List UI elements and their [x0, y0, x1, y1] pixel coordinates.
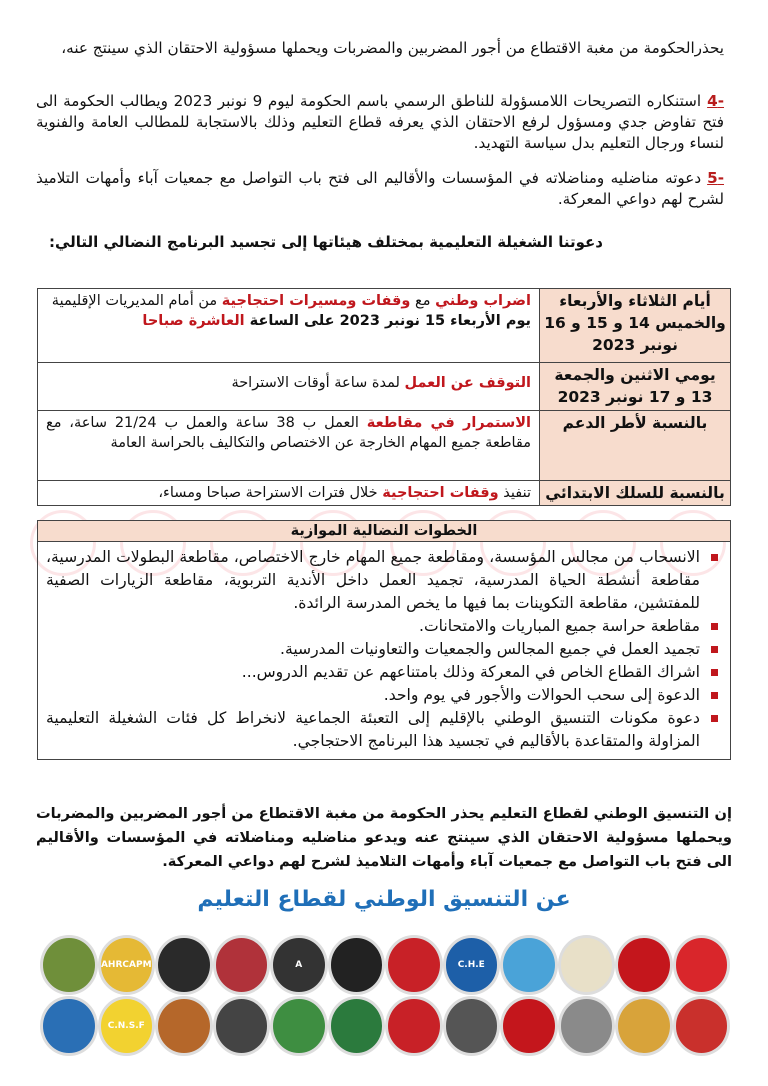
list-item-text: مقاطعة حراسة جميع المباريات والامتحانات.	[419, 617, 700, 635]
square-bullet-icon	[711, 646, 718, 653]
list-item-text: الدعوة إلى سحب الحوالات والأجور في يوم واحد.	[383, 686, 700, 704]
map-logo-icon	[155, 935, 213, 995]
text: العمل ب 38 ساعة والعمل ب 21/24 ساعة، مع مقاطعة جميع المهام الخارجة عن الاختصاص والتكاليف بالحراسة العامة	[46, 415, 531, 451]
text: مع	[410, 293, 436, 309]
union-logo-icon	[328, 996, 386, 1056]
paragraph-number: -4	[707, 92, 724, 110]
closing-statement: إن التنسيق الوطني لقطاع التعليم يحذر الحكومة من مغبة الاقتطاع من أجور المضربين والمضربات ويحملها مسؤولية الاحتقان الذي سينتج عنه ويدعو مناضليه ومناضلاته في المؤسسات والأقاليم الى فتح باب التواصل مع جمعيات آباء وأمهات التلاميذ لشرح لهم دواعي المعركة.	[36, 805, 732, 870]
union-logo-icon	[40, 996, 98, 1056]
paragraph-text: دعوته مناضليه ومناضلاته في المؤسسات والأقاليم الى فتح باب التواصل مع جمعيات آباء وأمهات التلاميذ لشرح لهم دواعي المعركة.	[36, 169, 724, 208]
list-item-text: تجميد العمل في جميع المجالس والجمعيات والتعاونيات المدرسية.	[280, 640, 700, 658]
hands-logo-icon	[155, 996, 213, 1056]
bold-text: يوم الأربعاء 15 نونبر 2023 على الساعة	[244, 313, 531, 329]
text: خلال فترات الاستراحة صباحا ومساء،	[158, 485, 383, 501]
paragraph-number: -5	[707, 169, 724, 187]
network-logo-icon	[213, 996, 271, 1056]
square-bullet-icon	[711, 669, 718, 676]
paragraph-text: استنكاره التصريحات اللامسؤولة للناطق الرسمي باسم الحكومة ليوم 9 نونبر 2023 ويطالب الحكومة الى فتح تفاوض جدي ومسؤول لرفع الاحتقان الذي يعرفه قطاع التعليم وذلك بالاستجابة للمطالب العامة والفنوية لنساء ورجال التعليم بدل سياسة التهديد.	[36, 92, 724, 152]
list-item	[46, 546, 720, 615]
list-item-text: اشراك القطاع الخاص في المعركة وذلك بامتناعهم عن تقديم الدروس...	[241, 663, 700, 681]
row-label: أيام الثلاثاء والأربعاء والخميس 14 و 15 و 16 نونبر 2023	[540, 289, 731, 363]
hands-logo-icon	[213, 935, 271, 995]
parallel-steps-box	[37, 520, 731, 760]
union-logo-icon	[673, 996, 731, 1056]
program-intro: دعوتنا الشغيلة التعليمية بمختلف هيئاتها إلى تجسيد البرنامج النضالي التالي:	[48, 233, 603, 251]
cnsf-logo-icon: C.N.S.F	[98, 996, 156, 1056]
table-row	[38, 481, 731, 506]
square-bullet-icon	[711, 692, 718, 699]
list-item	[46, 707, 720, 753]
highlight-text: التوقف عن العمل	[404, 375, 531, 391]
list-item	[46, 638, 720, 661]
fist-logo-icon	[328, 935, 386, 995]
list-item-text: الانسحاب من مجالس المؤسسة، ومقاطعة جميع المهام خارج الاختصاص، مقاطعة البطولات المدرسية، مقاطعة أنشطة الحياة المدرسية، تجميد العمل داخل الأندية التربوية، مقاطعة الزيارات الصفية للمفتشين، مقاطعة التكوينات بما فيها ما يخص المدرسة الرائدة.	[46, 548, 700, 612]
highlight-text: اضراب وطني	[435, 293, 531, 309]
square-bullet-icon	[711, 554, 718, 561]
fist-logo-icon	[673, 935, 731, 995]
handshake-logo-icon	[558, 935, 616, 995]
union-logo-icon	[558, 996, 616, 1056]
fist-logo-icon	[615, 935, 673, 995]
row-description	[38, 289, 540, 363]
highlight-text: العاشرة صباحا	[142, 313, 245, 329]
parallel-steps-list	[38, 542, 730, 759]
union-logo-icon	[615, 996, 673, 1056]
che-logo-icon: C.H.E	[443, 935, 501, 995]
fist-logo-icon	[500, 996, 558, 1056]
row-label: بالنسبة لأطر الدعم	[540, 411, 731, 481]
group-logo-icon	[40, 935, 98, 995]
row-label: يومي الاثنين والجمعة 13 و 17 نونبر 2023	[540, 363, 731, 411]
parallel-steps-title: الخطوات النضالية الموازية	[38, 521, 730, 542]
text: لمدة ساعة أوقات الاستراحة	[231, 375, 405, 391]
table-row	[38, 289, 731, 363]
table-row	[38, 411, 731, 481]
network-logo-icon	[500, 935, 558, 995]
union-logo-icon	[270, 996, 328, 1056]
highlight-text: الاستمرار في مقاطعة	[366, 415, 531, 431]
row-label: بالنسبة للسلك الابتدائي	[540, 481, 731, 506]
logos-row-2	[40, 996, 730, 1056]
people-logo-icon	[385, 996, 443, 1056]
ahrcapm-logo-icon: AHRCAPM	[98, 935, 156, 995]
row-description	[38, 363, 540, 411]
paragraph-text: يحذرالحكومة من مغبة الاقتطاع من أجور المضربين والمضربات ويحملها مسؤولية الاحتقان الذي سينتج عنه،	[61, 39, 724, 57]
text: من أمام المديريات الإقليمية	[51, 293, 222, 309]
list-item	[46, 615, 720, 638]
table-row	[38, 363, 731, 411]
paragraph-4	[36, 91, 724, 154]
paragraph-3-continued	[36, 38, 724, 59]
text: تنفيذ	[498, 485, 531, 501]
list-item-text: دعوة مكونات التنسيق الوطني بالإقليم إلى التعبئة الجماعية لانخراط كل فئات الشغيلة التعليمية المزاولة والمتقاعدة بالأقاليم في تجسيد هذا البرنامج الاحتجاجي.	[46, 709, 700, 750]
highlight-text: وقفات احتجاجية	[382, 485, 499, 501]
logos-row-1	[40, 935, 730, 995]
a-letter-logo-icon: A	[270, 935, 328, 995]
ministry-logo-icon	[385, 935, 443, 995]
paragraph-5	[36, 168, 724, 210]
square-bullet-icon	[711, 623, 718, 630]
signature: عن التنسيق الوطني لقطاع التعليم	[197, 887, 571, 912]
row-description	[38, 411, 540, 481]
list-item	[46, 661, 720, 684]
square-bullet-icon	[711, 715, 718, 722]
row-description	[38, 481, 540, 506]
list-item	[46, 684, 720, 707]
union-logo-icon	[443, 996, 501, 1056]
program-table	[37, 288, 731, 506]
highlight-text: وقفات ومسيرات احتجاجية	[221, 293, 411, 309]
